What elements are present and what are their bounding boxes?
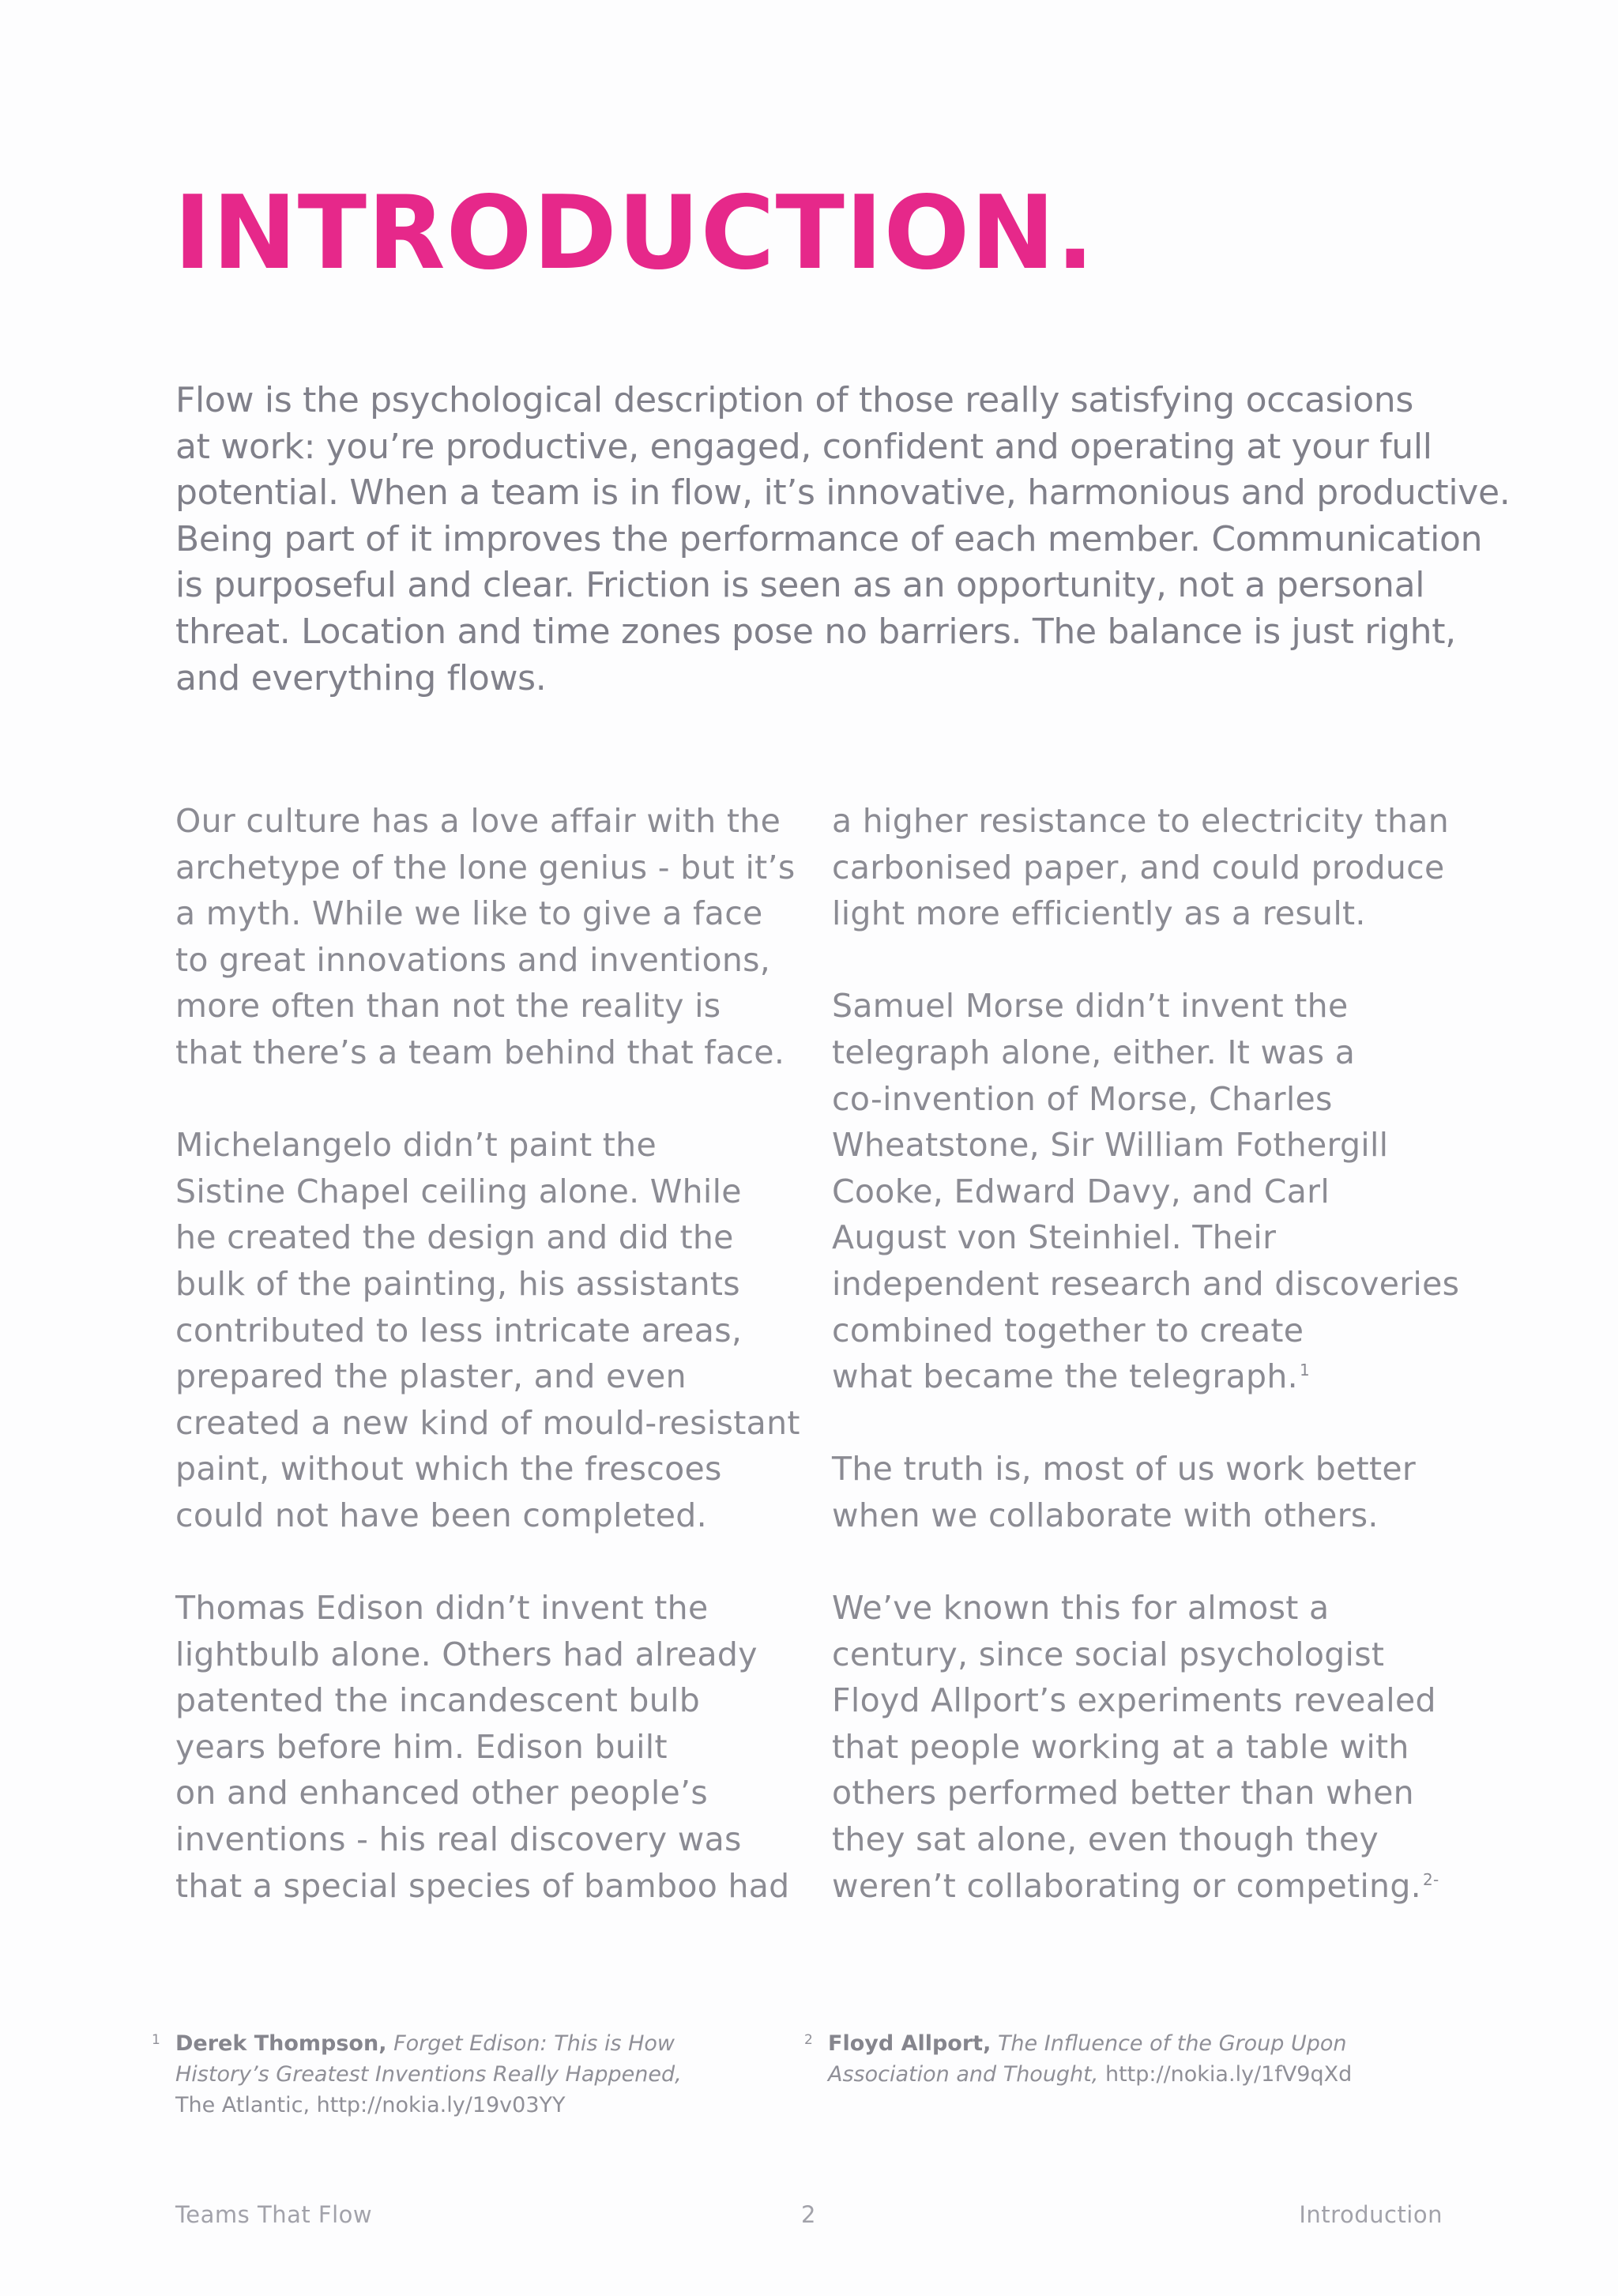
text-line: Our culture has a love affair with the [175, 802, 781, 840]
text-line: they sat alone, even though they [832, 1820, 1379, 1859]
text-line: archetype of the lone genius - but it’s [175, 848, 796, 886]
text-line: that a special species of bamboo had [175, 1866, 790, 1905]
paragraph-lone-genius [175, 798, 807, 1076]
text-line: could not have been completed. [175, 1496, 707, 1534]
text-line: century, since social psychologist [832, 1635, 1385, 1673]
paragraph-edison [175, 1585, 807, 1909]
text-line: more often than not the reality is [175, 987, 721, 1026]
text-line [832, 1353, 1480, 1400]
footnote-number: 1 [152, 2032, 160, 2048]
footnote-ref-2[interactable]: 2- [1423, 1870, 1439, 1889]
text-line: when we collaborate with others. [832, 1496, 1379, 1534]
text-line: created a new kind of mould-resistant [175, 1403, 800, 1442]
lead-line: at work: you’re productive, engaged, confident and operating at your full [175, 426, 1432, 467]
footnote-title: The Influence of the Group Upon [997, 2031, 1347, 2056]
text-line: that people working at a table with [832, 1727, 1409, 1766]
text-line: a myth. While we like to give a face [175, 894, 763, 933]
footnote-title: History’s Greatest Inventions Really Happened, [175, 2062, 682, 2087]
text-line: light more efficiently as a result. [832, 894, 1366, 933]
body-column-left [175, 798, 807, 1909]
text-line: inventions - his real discovery was [175, 1820, 742, 1859]
lead-line: and everything flows. [175, 657, 547, 698]
text-line: August von Steinhiel. Their [832, 1218, 1277, 1257]
text-line: We’ve known this for almost a [832, 1589, 1330, 1628]
text-line: Michelangelo didn’t paint the [175, 1126, 657, 1165]
text-line: patented the incandescent bulb [175, 1681, 701, 1720]
footnote-line [175, 2028, 721, 2059]
text-line: independent research and discoveries [832, 1264, 1460, 1303]
text-line: to great innovations and inventions, [175, 940, 771, 979]
text-fragment: what became the telegraph. [832, 1357, 1298, 1396]
lead-line: Being part of it improves the performance of each member. Communication [175, 518, 1483, 559]
lead-line: threat. Location and time zones pose no barriers. The balance is just right, [175, 611, 1456, 652]
text-line: Sistine Chapel ceiling alone. While [175, 1172, 742, 1210]
text-line: that there’s a team behind that face. [175, 1033, 785, 1071]
footer-publication-title: Teams That Flow [175, 2201, 373, 2228]
footnote-link[interactable]: http://nokia.ly/1fV9qXd [1104, 2062, 1353, 2087]
footnote-2 [804, 2028, 1452, 2090]
body-column-right [832, 798, 1480, 1909]
paragraph-collaborate [832, 1446, 1480, 1538]
footnote-number: 2 [804, 2032, 813, 2048]
text-line: combined together to create [832, 1311, 1304, 1349]
text-line: contributed to less intricate areas, [175, 1311, 743, 1349]
text-line: co-invention of Morse, Charles [832, 1079, 1333, 1118]
text-line: Cooke, Edward Davy, and Carl [832, 1172, 1330, 1210]
text-line: years before him. Edison built [175, 1727, 668, 1766]
text-line [832, 1863, 1480, 1910]
footnote-1 [152, 2028, 721, 2121]
text-line: on and enhanced other people’s [175, 1774, 709, 1812]
footnote-title: Forget Edison: This is How [393, 2031, 675, 2056]
footnote-title: Association and Thought, [828, 2062, 1099, 2087]
text-line: The truth is, most of us work better [832, 1450, 1417, 1489]
paragraph-allport [832, 1585, 1480, 1909]
text-line: others performed better than when [832, 1774, 1414, 1812]
text-line: Thomas Edison didn’t invent the [175, 1589, 709, 1628]
text-line: he created the design and did the [175, 1218, 734, 1257]
footnote-line [828, 2059, 1452, 2090]
text-line: prepared the plaster, and even [175, 1357, 687, 1396]
paragraph-michelangelo [175, 1122, 807, 1538]
text-line: a higher resistance to electricity than [832, 802, 1450, 840]
lead-line: potential. When a team is in flow, it’s innovative, harmonious and productive. [175, 472, 1511, 514]
text-line: Wheatstone, Sir William Fothergill [832, 1126, 1389, 1165]
intro-lead-paragraph [175, 378, 1511, 702]
paragraph-bamboo [832, 798, 1480, 937]
footnote-source-link[interactable]: The Atlantic, http://nokia.ly/19v03YY [175, 2093, 566, 2117]
page-title: INTRODUCTION. [174, 175, 1096, 292]
footnote-ref-1[interactable]: 1 [1299, 1361, 1310, 1380]
text-line: Floyd Allport’s experiments revealed [832, 1681, 1436, 1720]
text-line: Samuel Morse didn’t invent the [832, 987, 1349, 1026]
lead-line: Flow is the psychological description of those really satisfying occasions [175, 380, 1414, 420]
text-fragment: weren’t collaborating or competing. [832, 1866, 1421, 1905]
footer-page-number: 2 [801, 2201, 816, 2228]
lead-line: is purposeful and clear. Friction is seen as an opportunity, not a personal [175, 565, 1425, 606]
text-line: carbonised paper, and could produce [832, 848, 1445, 886]
footer-section-name: Introduction [1299, 2201, 1443, 2228]
footnote-line [828, 2028, 1452, 2059]
text-line: lightbulb alone. Others had already [175, 1635, 758, 1673]
text-line: bulk of the painting, his assistants [175, 1264, 740, 1303]
text-line: telegraph alone, either. It was a [832, 1033, 1356, 1071]
paragraph-morse [832, 983, 1480, 1399]
footnote-author: Derek Thompson, [175, 2031, 387, 2056]
text-line: paint, without which the frescoes [175, 1450, 722, 1489]
footnote-author: Floyd Allport, [828, 2031, 991, 2056]
